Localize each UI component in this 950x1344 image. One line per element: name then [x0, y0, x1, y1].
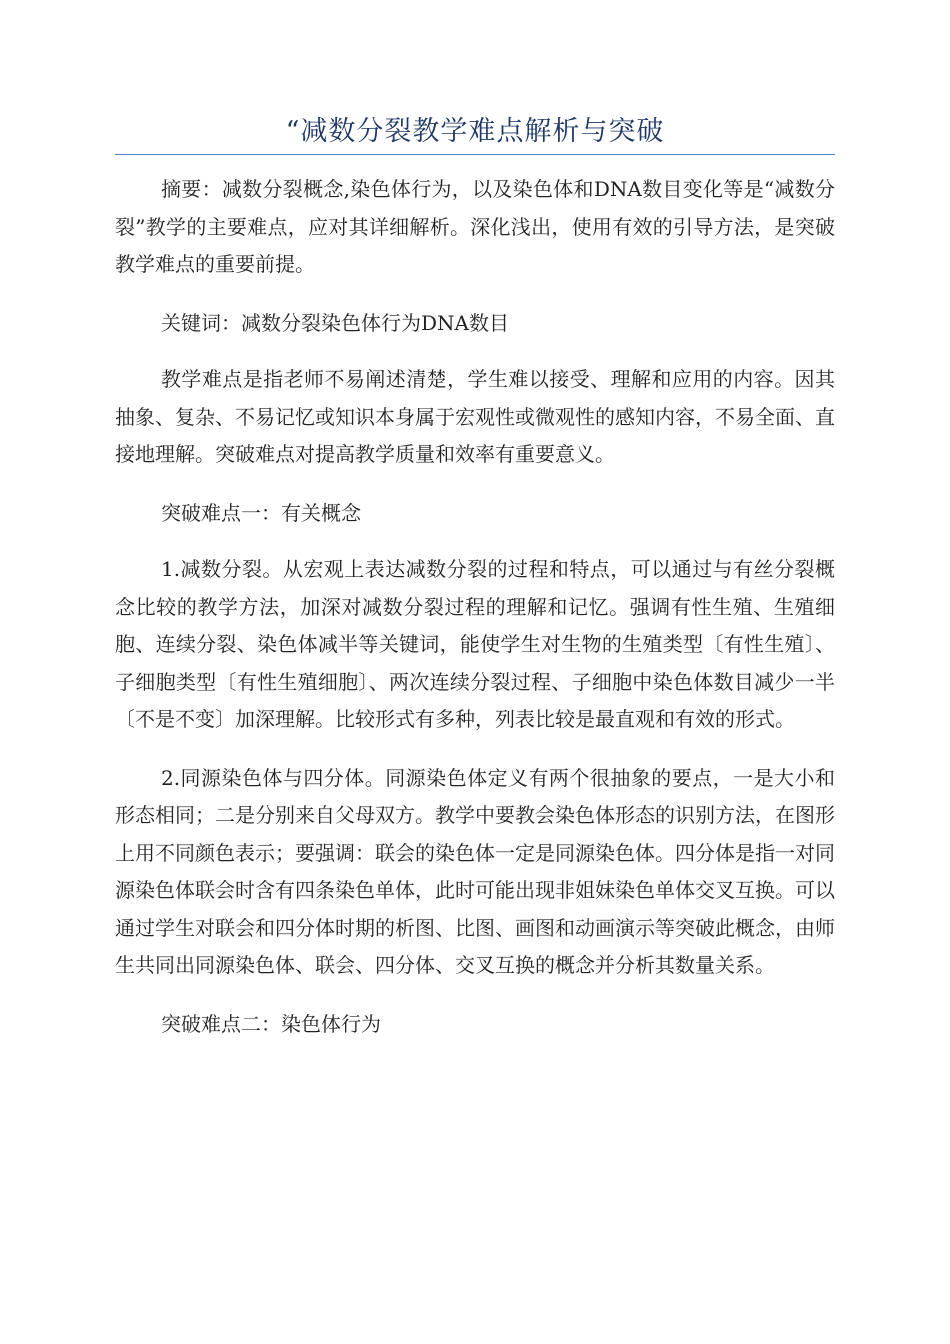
intro-paragraph: 教学难点是指老师不易阐述清楚，学生难以接受、理解和应用的内容。因其抽象、复杂、不易记忆或知识本身属于宏观性或微观性的感知内容，不易全面、直接地理解。突破难点对提高教学质量和效率有重要意义。	[115, 367, 835, 466]
section2-heading: 突破难点二：染色体行为	[161, 1011, 381, 1036]
document-body	[115, 171, 835, 1064]
point2-paragraph: 2.同源染色体与四分体。同源染色体定义有两个很抽象的要点，一是大小和形态相同；二是分别来自父母双方。教学中要教会染色体形态的识别方法，在图形上用不同颜色表示；要强调：联会的染色体一定是同源染色体。四分体是指一对同源染色体联会时含有四条染色单体，此时可能出现非姐妹染色单体交叉互换。可以通过学生对联会和四分体时期的析图、比图、画图和动画演示等突破此概念，由师生共同出同源染色体、联会、四分体、交叉互换的概念并分析其数量关系。	[115, 765, 835, 977]
keywords-paragraph: 关键词：减数分裂染色体行为DNA数目	[161, 310, 509, 335]
title-underline	[115, 154, 835, 155]
section1-heading: 突破难点一：有关概念	[161, 500, 361, 525]
abstract-paragraph: 摘要：减数分裂概念,染色体行为，以及染色体和DNA数目变化等是“减数分裂”教学的主要难点，应对其详细解析。深化浅出，使用有效的引导方法，是突破教学难点的重要前提。	[115, 177, 835, 276]
point1-paragraph: 1.减数分裂。从宏观上表达减数分裂的过程和特点，可以通过与有丝分裂概念比较的教学方法，加深对减数分裂过程的理解和记忆。强调有性生殖、生殖细胞、连续分裂、染色体减半等关键词，能使学生对生物的生殖类型〔有性生殖〕、子细胞类型〔有性生殖细胞〕、两次连续分裂过程、子细胞中染色体数目减少一半〔不是不变〕加深理解。比较形式有多种，列表比较是最直观和有效的形式。	[115, 557, 835, 731]
document-title: “减数分裂教学难点解析与突破	[285, 116, 665, 147]
